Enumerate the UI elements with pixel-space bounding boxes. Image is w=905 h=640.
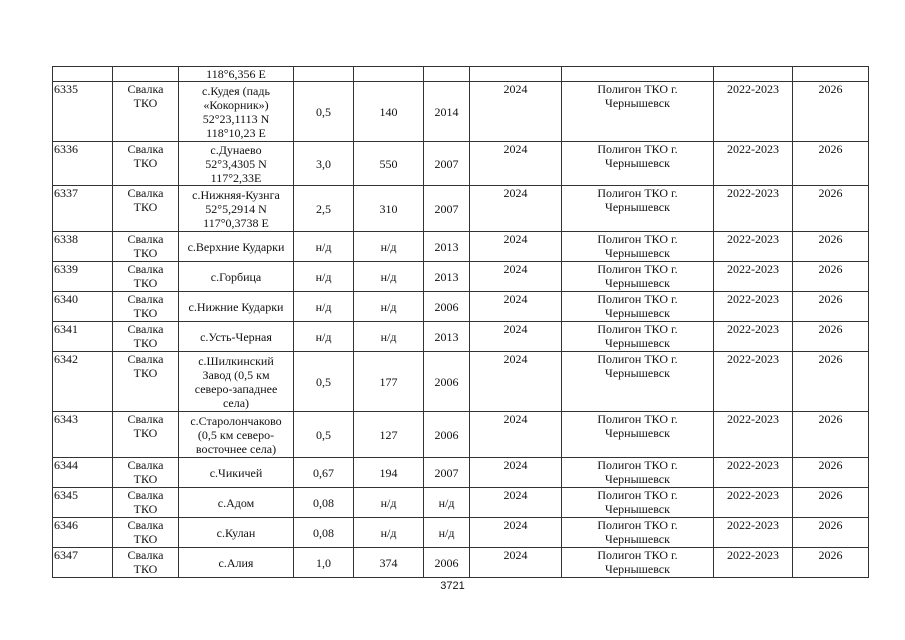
cell-period: 2022-2023	[714, 186, 793, 232]
cell-period: 2022-2023	[714, 548, 793, 578]
cell-num: 6336	[53, 142, 113, 186]
cell-type: Свалка ТКО	[113, 322, 179, 352]
cell-num: 6344	[53, 458, 113, 488]
cell-type: Свалка ТКО	[113, 458, 179, 488]
cell-volume: н/д	[354, 262, 424, 292]
cell-type: Свалка ТКО	[113, 548, 179, 578]
cell-type: Свалка ТКО	[113, 488, 179, 518]
cell-final: 2026	[793, 352, 869, 412]
cell-destination: Полигон ТКО г. Чернышевск	[562, 352, 714, 412]
cell-year: 2013	[424, 262, 470, 292]
cell-type: Свалка ТКО	[113, 292, 179, 322]
cell-num: 6341	[53, 322, 113, 352]
cell-period	[714, 67, 793, 82]
cell-volume: н/д	[354, 322, 424, 352]
cell-period: 2022-2023	[714, 488, 793, 518]
cell-year: 2007	[424, 458, 470, 488]
cell-destination: Полигон ТКО г. Чернышевск	[562, 518, 714, 548]
cell-period: 2022-2023	[714, 352, 793, 412]
cell-area: н/д	[294, 262, 354, 292]
cell-destination: Полигон ТКО г. Чернышевск	[562, 458, 714, 488]
cell-volume: 310	[354, 186, 424, 232]
cell-volume: 177	[354, 352, 424, 412]
cell-type: Свалка ТКО	[113, 352, 179, 412]
landfill-table	[52, 66, 869, 578]
cell-area: н/д	[294, 292, 354, 322]
table-row	[53, 186, 869, 232]
table-row	[53, 518, 869, 548]
cell-closure: 2024	[470, 292, 562, 322]
cell-year: 2013	[424, 232, 470, 262]
cell-final: 2026	[793, 262, 869, 292]
cell-destination: Полигон ТКО г. Чернышевск	[562, 232, 714, 262]
cell-type: Свалка ТКО	[113, 142, 179, 186]
cell-volume: н/д	[354, 292, 424, 322]
cell-final: 2026	[793, 292, 869, 322]
cell-final: 2026	[793, 82, 869, 142]
table-row	[53, 458, 869, 488]
cell-year: 2006	[424, 548, 470, 578]
cell-destination: Полигон ТКО г. Чернышевск	[562, 82, 714, 142]
cell-location: с.Усть-Черная	[179, 322, 294, 352]
cell-final: 2026	[793, 142, 869, 186]
cell-year: 2013	[424, 322, 470, 352]
cell-final: 2026	[793, 232, 869, 262]
cell-area: 0,5	[294, 352, 354, 412]
cell-year: н/д	[424, 518, 470, 548]
cell-location: с.Горбица	[179, 262, 294, 292]
table-row	[53, 82, 869, 142]
cell-closure: 2024	[470, 458, 562, 488]
cell-year: 2006	[424, 292, 470, 322]
cell-final: 2026	[793, 322, 869, 352]
cell-destination: Полигон ТКО г. Чернышевск	[562, 292, 714, 322]
cell-type: Свалка ТКО	[113, 412, 179, 458]
table-row	[53, 292, 869, 322]
cell-num: 6343	[53, 412, 113, 458]
cell-destination: Полигон ТКО г. Чернышевск	[562, 142, 714, 186]
cell-location: с.Чикичей	[179, 458, 294, 488]
cell-num: 6347	[53, 548, 113, 578]
cell-volume	[354, 67, 424, 82]
cell-final: 2026	[793, 458, 869, 488]
cell-type: Свалка ТКО	[113, 232, 179, 262]
cell-period: 2022-2023	[714, 412, 793, 458]
cell-year: 2006	[424, 412, 470, 458]
cell-destination: Полигон ТКО г. Чернышевск	[562, 548, 714, 578]
table-row	[53, 412, 869, 458]
table-row	[53, 322, 869, 352]
table-row	[53, 142, 869, 186]
cell-final: 2026	[793, 186, 869, 232]
cell-num: 6337	[53, 186, 113, 232]
cell-volume: н/д	[354, 518, 424, 548]
cell-location: с.Адом	[179, 488, 294, 518]
cell-location: с.Шилкинский Завод (0,5 км северо-западнее села)	[179, 352, 294, 412]
table-row	[53, 352, 869, 412]
cell-closure: 2024	[470, 412, 562, 458]
cell-destination: Полигон ТКО г. Чернышевск	[562, 412, 714, 458]
cell-closure: 2024	[470, 186, 562, 232]
cell-area	[294, 67, 354, 82]
cell-area: 0,08	[294, 518, 354, 548]
cell-period: 2022-2023	[714, 232, 793, 262]
cell-year: 2007	[424, 186, 470, 232]
cell-year: 2007	[424, 142, 470, 186]
table-row	[53, 232, 869, 262]
cell-volume: 127	[354, 412, 424, 458]
cell-closure: 2024	[470, 488, 562, 518]
cell-num: 6339	[53, 262, 113, 292]
cell-destination: Полигон ТКО г. Чернышевск	[562, 186, 714, 232]
cell-closure: 2024	[470, 142, 562, 186]
cell-area: 0,5	[294, 82, 354, 142]
cell-year: 2006	[424, 352, 470, 412]
cell-type: Свалка ТКО	[113, 82, 179, 142]
cell-area: н/д	[294, 232, 354, 262]
cell-area: н/д	[294, 322, 354, 352]
cell-num: 6345	[53, 488, 113, 518]
cell-location: с.Кулан	[179, 518, 294, 548]
cell-num: 6335	[53, 82, 113, 142]
cell-num	[53, 67, 113, 82]
cell-closure	[470, 67, 562, 82]
cell-final: 2026	[793, 518, 869, 548]
cell-destination: Полигон ТКО г. Чернышевск	[562, 322, 714, 352]
cell-area: 3,0	[294, 142, 354, 186]
cell-type: Свалка ТКО	[113, 518, 179, 548]
cell-volume: 374	[354, 548, 424, 578]
table-body	[53, 67, 869, 578]
cell-period: 2022-2023	[714, 322, 793, 352]
cell-closure: 2024	[470, 262, 562, 292]
cell-period: 2022-2023	[714, 142, 793, 186]
cell-area: 1,0	[294, 548, 354, 578]
cell-location: с.Алия	[179, 548, 294, 578]
cell-volume: н/д	[354, 488, 424, 518]
page-number: 3721	[440, 580, 465, 592]
cell-area: 0,5	[294, 412, 354, 458]
cell-closure: 2024	[470, 232, 562, 262]
cell-location: с.Дунаево 52°3,4305 N 117°2,33E	[179, 142, 294, 186]
cell-closure: 2024	[470, 548, 562, 578]
cell-type	[113, 67, 179, 82]
cell-year: 2014	[424, 82, 470, 142]
cell-period: 2022-2023	[714, 518, 793, 548]
cell-type: Свалка ТКО	[113, 262, 179, 292]
cell-period: 2022-2023	[714, 82, 793, 142]
cell-volume: 140	[354, 82, 424, 142]
cell-final: 2026	[793, 548, 869, 578]
cell-type: Свалка ТКО	[113, 186, 179, 232]
cell-location: с.Старолончаково (0,5 км северо- восточнее села)	[179, 412, 294, 458]
cell-final	[793, 67, 869, 82]
cell-destination	[562, 67, 714, 82]
cell-volume: 194	[354, 458, 424, 488]
cell-period: 2022-2023	[714, 262, 793, 292]
cell-volume: 550	[354, 142, 424, 186]
cell-area: 0,67	[294, 458, 354, 488]
cell-area: 0,08	[294, 488, 354, 518]
cell-year	[424, 67, 470, 82]
cell-period: 2022-2023	[714, 458, 793, 488]
cell-period: 2022-2023	[714, 292, 793, 322]
cell-volume: н/д	[354, 232, 424, 262]
cell-destination: Полигон ТКО г. Чернышевск	[562, 262, 714, 292]
table-row	[53, 262, 869, 292]
cell-num: 6338	[53, 232, 113, 262]
cell-destination: Полигон ТКО г. Чернышевск	[562, 488, 714, 518]
cell-num: 6342	[53, 352, 113, 412]
cell-final: 2026	[793, 412, 869, 458]
table-row	[53, 548, 869, 578]
table-row	[53, 488, 869, 518]
continuation-row	[53, 67, 869, 82]
cell-location: 118°6,356 E	[179, 67, 294, 82]
cell-num: 6346	[53, 518, 113, 548]
cell-location: с.Нижние Кударки	[179, 292, 294, 322]
cell-location: с.Кудея (падь «Кокорник») 52°23,1113 N 118°10,23 E	[179, 82, 294, 142]
cell-area: 2,5	[294, 186, 354, 232]
cell-location: с.Нижняя-Кузнга 52°5,2914 N 117°0,3738 E	[179, 186, 294, 232]
cell-closure: 2024	[470, 352, 562, 412]
cell-closure: 2024	[470, 322, 562, 352]
cell-location: с.Верхние Кударки	[179, 232, 294, 262]
cell-closure: 2024	[470, 518, 562, 548]
cell-num: 6340	[53, 292, 113, 322]
cell-year: н/д	[424, 488, 470, 518]
cell-closure: 2024	[470, 82, 562, 142]
cell-final: 2026	[793, 488, 869, 518]
